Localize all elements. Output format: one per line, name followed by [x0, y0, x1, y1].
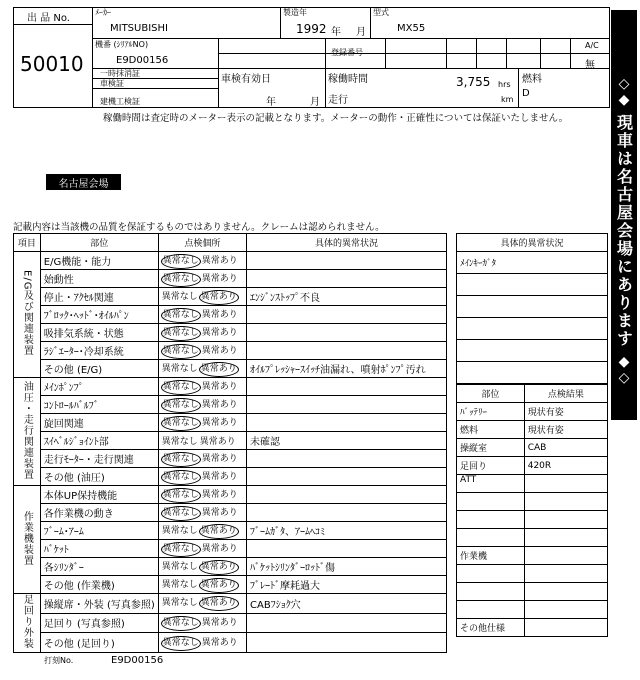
month-unit: 月	[356, 27, 366, 38]
option-no-issue: 異常なし	[161, 416, 201, 431]
other-label: その他仕様	[457, 619, 525, 637]
att-row	[524, 493, 607, 511]
att-label: ATT	[457, 475, 525, 493]
divider	[325, 38, 326, 108]
work-label: 作業機	[457, 547, 525, 565]
option-issue: 異常あり	[201, 507, 238, 518]
option-issue: 異常あり	[201, 489, 238, 500]
inspection-month-unit: 月	[310, 97, 320, 108]
option-no-issue: 異常なし	[161, 561, 198, 572]
table-row	[14, 594, 447, 614]
detail-cell: ﾌﾞﾚｰﾄﾞ摩耗過大	[247, 576, 447, 594]
fuel-label: 燃料	[522, 74, 542, 85]
year-unit: 年	[331, 27, 341, 38]
inspection-valid-label: 車検有効日	[221, 74, 271, 85]
check-cell	[158, 414, 246, 432]
location-badge: 名古屋会場	[46, 174, 121, 190]
option-no-issue: 異常なし	[161, 636, 201, 651]
inspection-year-unit: 年	[266, 97, 276, 108]
extra-detail-row	[457, 340, 608, 362]
divider	[92, 68, 610, 69]
location-sidebar	[611, 10, 637, 420]
year-value: 1992	[296, 22, 327, 36]
work-row	[457, 601, 525, 619]
category-label: 足回り外装	[21, 594, 33, 649]
detail-cell: ｴﾝｼﾞﾝｽﾄｯﾌﾟ不良	[247, 288, 447, 306]
table-row	[14, 432, 447, 450]
model-label: 型式	[373, 8, 389, 17]
stamp-label: 打刻No.	[44, 656, 74, 665]
serial-value: E9D00156	[116, 55, 169, 66]
divider	[570, 53, 610, 54]
extra-detail-row	[457, 318, 608, 340]
ac-label: A/C	[585, 41, 599, 50]
option-no-issue: 異常なし	[161, 363, 198, 374]
check-cell	[158, 633, 246, 653]
divider	[385, 38, 386, 68]
part-cell: その他 (作業機)	[40, 576, 158, 594]
table-row	[14, 378, 447, 396]
detail-cell	[247, 450, 447, 468]
category-cell	[14, 378, 41, 486]
hours-note: 稼働時間は査定時のメーター表示の記載となります。メーターの動作・正確性については保証いたしません。	[103, 113, 569, 124]
option-no-issue: 異常なし	[161, 506, 201, 521]
work-row	[457, 565, 525, 583]
option-issue: 異常あり	[201, 309, 238, 320]
divider	[92, 38, 610, 39]
part-cell: ﾊﾞｹｯﾄ	[40, 540, 158, 558]
category-cell	[14, 594, 41, 653]
detail-cell	[247, 633, 447, 653]
maker-value: MITSUBISHI	[110, 23, 168, 34]
part-cell: その他 (E/G)	[40, 360, 158, 378]
check-cell	[158, 504, 246, 522]
table-row	[14, 342, 447, 360]
hours-unit: hrs	[498, 80, 511, 89]
check-cell	[158, 378, 246, 396]
results-value: 420R	[524, 457, 607, 475]
part-cell: E/G機能・能力	[40, 252, 158, 270]
diamond-icon: ◆◇	[616, 354, 632, 386]
part-cell: 各ｼﾘﾝﾀﾞｰ	[40, 558, 158, 576]
att-value	[524, 475, 607, 493]
table-row	[14, 486, 447, 504]
results-part: 操縦室	[457, 439, 525, 457]
detail-cell: 未確認	[247, 432, 447, 450]
diamond-icon: ◇◆	[616, 76, 632, 108]
option-no-issue: 異常なし	[161, 437, 198, 447]
extra-detail-row	[457, 362, 608, 384]
att-row	[457, 511, 525, 529]
detail-cell	[247, 252, 447, 270]
option-issue: 異常あり	[201, 637, 238, 648]
detail-cell	[247, 540, 447, 558]
table-row	[14, 558, 447, 576]
category-cell	[14, 486, 41, 594]
option-no-issue: 異常なし	[161, 380, 201, 395]
divider	[446, 38, 447, 68]
check-cell	[158, 594, 246, 614]
extra-detail-table	[456, 233, 608, 384]
option-no-issue: 異常なし	[161, 326, 201, 341]
category-label: E/G及び関連装置	[21, 269, 33, 357]
results-table	[456, 384, 608, 637]
check-cell	[158, 360, 246, 378]
check-cell	[158, 270, 246, 288]
option-no-issue: 異常なし	[161, 344, 201, 359]
option-issue: 異常あり	[201, 327, 238, 338]
divider	[570, 38, 571, 68]
table-row	[14, 270, 447, 288]
detail-cell	[247, 486, 447, 504]
work-row	[524, 601, 607, 619]
inspection-table	[13, 233, 447, 653]
table-row	[14, 633, 447, 653]
option-no-issue: 異常なし	[161, 525, 198, 536]
part-cell: 足回り (写真参照)	[40, 613, 158, 633]
divider	[13, 24, 92, 25]
detail-cell	[247, 324, 447, 342]
results-row	[457, 439, 608, 457]
table-row	[14, 540, 447, 558]
registration-label: 登録番号	[331, 48, 363, 57]
results-row	[457, 457, 608, 475]
col-item: 項目	[14, 234, 41, 252]
part-cell: 始動性	[40, 270, 158, 288]
att-row	[524, 511, 607, 529]
cert-inspection-label: 車検証	[100, 79, 124, 88]
detail-cell: ﾌﾞｰﾑｶﾞﾀ、ｱｰﾑﾍｺﾐ	[247, 522, 447, 540]
table-row	[14, 504, 447, 522]
year-label: 製造年	[283, 8, 307, 17]
check-cell	[158, 450, 246, 468]
option-no-issue: 異常なし	[161, 470, 201, 485]
stamp-value: E9D00156	[111, 655, 164, 666]
check-cell	[158, 558, 246, 576]
check-cell	[158, 468, 246, 486]
table-row	[14, 468, 447, 486]
detail-cell	[247, 396, 447, 414]
divider	[540, 38, 541, 68]
option-issue: 異常あり	[199, 437, 236, 447]
part-cell: 走行ﾓｰﾀｰ・走行関連	[40, 450, 158, 468]
option-issue: 異常あり	[201, 543, 238, 554]
work-row	[457, 583, 525, 601]
option-no-issue: 異常なし	[161, 616, 201, 631]
part-cell: ﾌﾞﾛｯｸ･ﾍｯﾄﾞ･ｵｲﾙﾊﾟﾝ	[40, 306, 158, 324]
option-no-issue: 異常なし	[161, 488, 201, 503]
option-no-issue: 異常なし	[161, 308, 201, 323]
detail-cell	[247, 378, 447, 396]
table-row	[14, 306, 447, 324]
option-no-issue: 異常なし	[161, 598, 198, 609]
option-issue: 異常あり	[201, 399, 238, 410]
check-cell	[158, 342, 246, 360]
detail-cell	[247, 504, 447, 522]
option-no-issue: 異常なし	[161, 291, 198, 302]
part-cell: ｺﾝﾄﾛｰﾙﾊﾞﾙﾌﾞ	[40, 396, 158, 414]
check-cell	[158, 613, 246, 633]
results-part: 足回り	[457, 457, 525, 475]
option-issue: 異常あり	[201, 255, 238, 266]
detail-cell	[247, 468, 447, 486]
check-cell	[158, 252, 246, 270]
option-issue: 異常あり	[199, 578, 239, 593]
option-no-issue: 異常なし	[161, 272, 201, 287]
table-row	[14, 613, 447, 633]
check-cell	[158, 288, 246, 306]
detail-cell	[247, 342, 447, 360]
disclaimer: 記載内容は当該機の品質を保証するものではありません。クレームは認められません。	[13, 222, 385, 233]
detail-cell: CABﾌｼｮｸ穴	[247, 594, 447, 614]
category-cell	[14, 252, 41, 378]
table-row	[14, 252, 447, 270]
results-value: CAB	[524, 439, 607, 457]
divider	[506, 38, 507, 68]
part-cell: 停止・ｱｸｾﾙ関連	[40, 288, 158, 306]
extra-detail-row	[457, 296, 608, 318]
work-row	[524, 583, 607, 601]
col-check: 点検個所	[158, 234, 246, 252]
part-cell: その他 (油圧)	[40, 468, 158, 486]
att-row	[457, 529, 525, 547]
divider	[92, 7, 93, 108]
model-value: MX55	[397, 23, 426, 34]
part-cell: 各作業機の動き	[40, 504, 158, 522]
results-value: 現状有姿	[524, 403, 607, 421]
option-issue: 異常あり	[199, 362, 239, 377]
divider	[518, 68, 519, 108]
divider	[218, 38, 219, 108]
option-no-issue: 異常なし	[161, 452, 201, 467]
check-cell	[158, 576, 246, 594]
cert-temporary-label: 一時抹消証	[100, 69, 140, 78]
option-issue: 異常あり	[199, 524, 239, 539]
table-row	[14, 324, 447, 342]
divider	[280, 7, 281, 38]
col-part: 部位	[40, 234, 158, 252]
check-cell	[158, 432, 246, 450]
results-col-result: 点検結果	[524, 385, 607, 403]
check-cell	[158, 396, 246, 414]
category-label: 油圧・走行関連装置	[21, 380, 33, 480]
detail-cell	[247, 306, 447, 324]
option-issue: 異常あり	[201, 417, 238, 428]
divider	[370, 7, 371, 38]
results-row	[457, 421, 608, 439]
hours-label: 稼働時間	[328, 74, 368, 85]
part-cell: ﾌﾞｰﾑ･ｱｰﾑ	[40, 522, 158, 540]
results-row	[457, 403, 608, 421]
table-row	[14, 576, 447, 594]
check-cell	[158, 522, 246, 540]
option-issue: 異常あり	[201, 381, 238, 392]
option-issue: 異常あり	[201, 453, 238, 464]
hours-value: 3,755	[456, 75, 491, 89]
check-cell	[158, 324, 246, 342]
part-cell: ﾗｼﾞｴｰﾀｰ･冷却系統	[40, 342, 158, 360]
option-issue: 異常あり	[201, 471, 238, 482]
detail-cell	[247, 613, 447, 633]
detail-cell	[247, 414, 447, 432]
lot-label: 出 品 No.	[27, 13, 70, 24]
table-row	[14, 396, 447, 414]
att-row	[457, 493, 525, 511]
divider	[476, 38, 477, 68]
col-detail: 具体的異常状況	[247, 234, 447, 252]
table-row	[14, 522, 447, 540]
results-part: ﾊﾞｯﾃﾘｰ	[457, 403, 525, 421]
option-no-issue: 異常なし	[161, 398, 201, 413]
att-row	[524, 529, 607, 547]
detail-cell: ｵｲﾙﾌﾟﾚｯｼｬｰｽｲｯﾁ油漏れ、噴射ﾎﾟﾝﾌﾟ汚れ	[247, 360, 447, 378]
part-cell: ｽｲﾍﾞﾙｼﾞｮｲﾝﾄ部	[40, 432, 158, 450]
fuel-value: D	[522, 88, 530, 99]
part-cell: 吸排気系統・状態	[40, 324, 158, 342]
work-row	[524, 565, 607, 583]
divider	[218, 53, 610, 54]
run-label: 走行	[328, 95, 348, 106]
location-notice: 現車は名古屋会場にあります	[614, 114, 634, 348]
option-issue: 異常あり	[201, 617, 238, 628]
table-row	[14, 450, 447, 468]
check-cell	[158, 540, 246, 558]
part-cell: 本体UP保持機能	[40, 486, 158, 504]
option-no-issue: 異常なし	[161, 579, 198, 590]
ac-value: 無	[585, 60, 595, 71]
part-cell: その他 (足回り)	[40, 633, 158, 653]
part-cell: 旋回関連	[40, 414, 158, 432]
option-issue: 異常あり	[199, 560, 239, 575]
option-issue: 異常あり	[201, 273, 238, 284]
cert-construction-label: 建機工検証	[100, 97, 140, 106]
extra-detail-row: ﾒｲﾝｷｰｶﾞﾀ	[457, 252, 608, 274]
lot-number: 50010	[20, 52, 84, 76]
work-value	[524, 547, 607, 565]
option-no-issue: 異常なし	[161, 254, 201, 269]
option-issue: 異常あり	[201, 345, 238, 356]
check-cell	[158, 486, 246, 504]
serial-label: 機番 (ｼﾘｱﾙNO)	[95, 40, 149, 49]
detail-cell	[247, 270, 447, 288]
results-value: 現状有姿	[524, 421, 607, 439]
extra-detail-header: 具体的異常状況	[457, 234, 608, 252]
category-label: 作業機装置	[21, 510, 33, 566]
option-issue: 異常あり	[199, 596, 239, 611]
other-value	[524, 619, 607, 637]
table-row	[14, 414, 447, 432]
maker-label: ﾒｰｶｰ	[95, 8, 111, 17]
detail-cell: ﾊﾞｹｯﾄｼﾘﾝﾀﾞｰﾛｯﾄﾞ傷	[247, 558, 447, 576]
part-cell: ﾒｲﾝﾎﾟﾝﾌﾟ	[40, 378, 158, 396]
part-cell: 操縦席・外装 (写真参照)	[40, 594, 158, 614]
check-cell	[158, 306, 246, 324]
option-issue: 異常あり	[199, 290, 239, 305]
run-unit: km	[501, 95, 514, 104]
extra-detail-row	[457, 274, 608, 296]
table-row	[14, 360, 447, 378]
option-no-issue: 異常なし	[161, 542, 201, 557]
results-col-part: 部位	[457, 385, 525, 403]
results-part: 燃料	[457, 421, 525, 439]
table-row	[14, 288, 447, 306]
